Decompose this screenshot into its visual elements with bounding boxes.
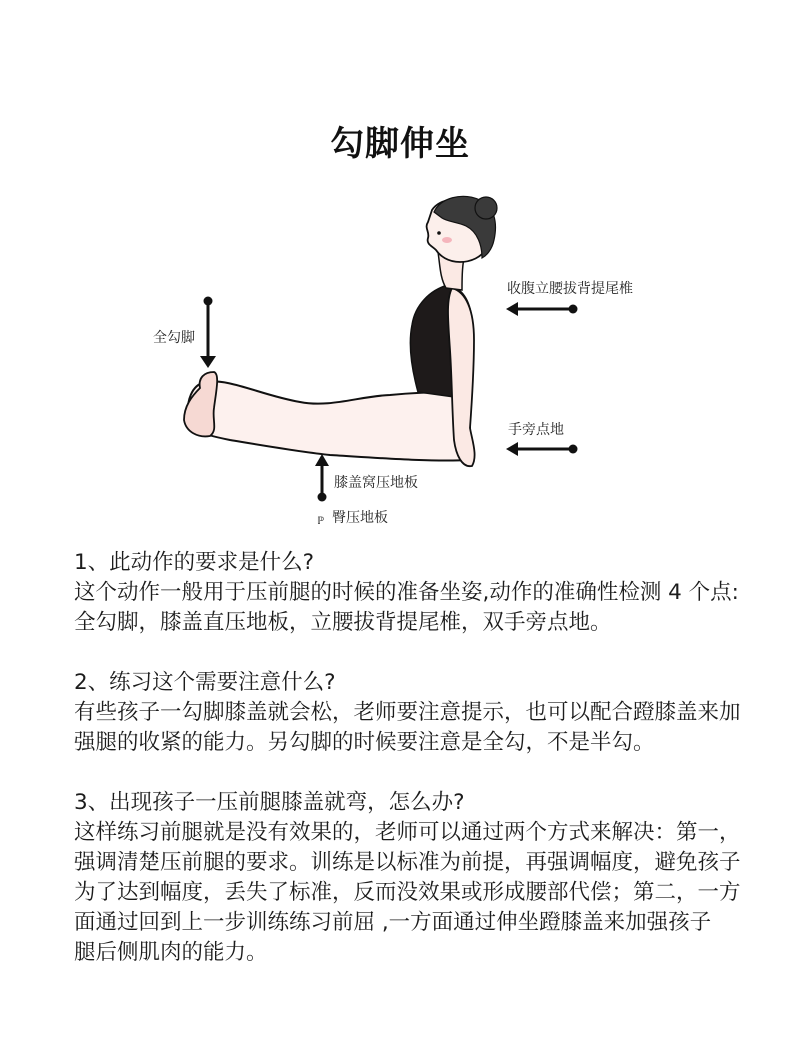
section-precautions [74, 668, 754, 758]
label-hands-beside: 手旁点地 [508, 422, 564, 438]
hair-bun-shape [475, 197, 497, 219]
hip-marker-icon: ℙ [317, 516, 325, 527]
section-question: 1、此动作的要求是什么? [74, 550, 315, 575]
label-knee-pit-press: 膝盖窝压地板 [334, 475, 418, 491]
section-answer-line: 为了达到幅度，丢失了标准，反而没效果或形成腰部代偿；第二，一方 [74, 880, 741, 905]
section-requirements [74, 548, 754, 638]
section-question: 2、练习这个需要注意什么? [74, 670, 336, 695]
arrow-core-posture [506, 302, 578, 316]
section-bent-knee-solution [74, 788, 754, 968]
section-answer-line: 强腿的收紧的能力。另勾脚的时候要注意是全勾，不是半勾。 [74, 730, 655, 755]
blush-shape [442, 237, 452, 243]
page-title: 勾脚伸坐 [330, 124, 470, 164]
arrow-knee-pit-press [315, 454, 329, 502]
section-answer-line: 腿后侧肌肉的能力。 [74, 940, 268, 965]
label-core-posture: 收腹立腰拔背提尾椎 [507, 281, 633, 297]
label-hip-press: 臀压地板 [332, 510, 388, 526]
section-answer-line: 面通过回到上一步训练练习前屈 ,一方面通过伸坐蹬膝盖来加强孩子 [74, 910, 712, 935]
section-answer-line: 有些孩子一勾脚膝盖就会松，老师要注意提示，也可以配合蹬膝盖来加 [74, 700, 741, 725]
section-question: 3、出现孩子一压前腿膝盖就弯，怎么办? [74, 790, 465, 815]
section-answer-line: 全勾脚，膝盖直压地板，立腰拔背提尾椎，双手旁点地。 [74, 610, 612, 635]
eye-shape [437, 231, 441, 235]
label-full-flex-foot: 全勾脚 [153, 330, 195, 346]
section-answer-line: 强调清楚压前腿的要求。训练是以标准为前提，再强调幅度，避免孩子 [74, 850, 741, 875]
foot-shape [184, 372, 217, 436]
arrow-full-flex-foot [200, 297, 216, 369]
posture-illustration [0, 180, 800, 540]
section-answer-line: 这样练习前腿就是没有效果的，老师可以通过两个方式来解决：第一， [74, 820, 741, 845]
arrow-hands-beside [506, 442, 578, 456]
section-answer-line: 这个动作一般用于压前腿的时候的准备坐姿,动作的准确性检测 4 个点: [74, 580, 739, 605]
article-body [74, 548, 754, 998]
